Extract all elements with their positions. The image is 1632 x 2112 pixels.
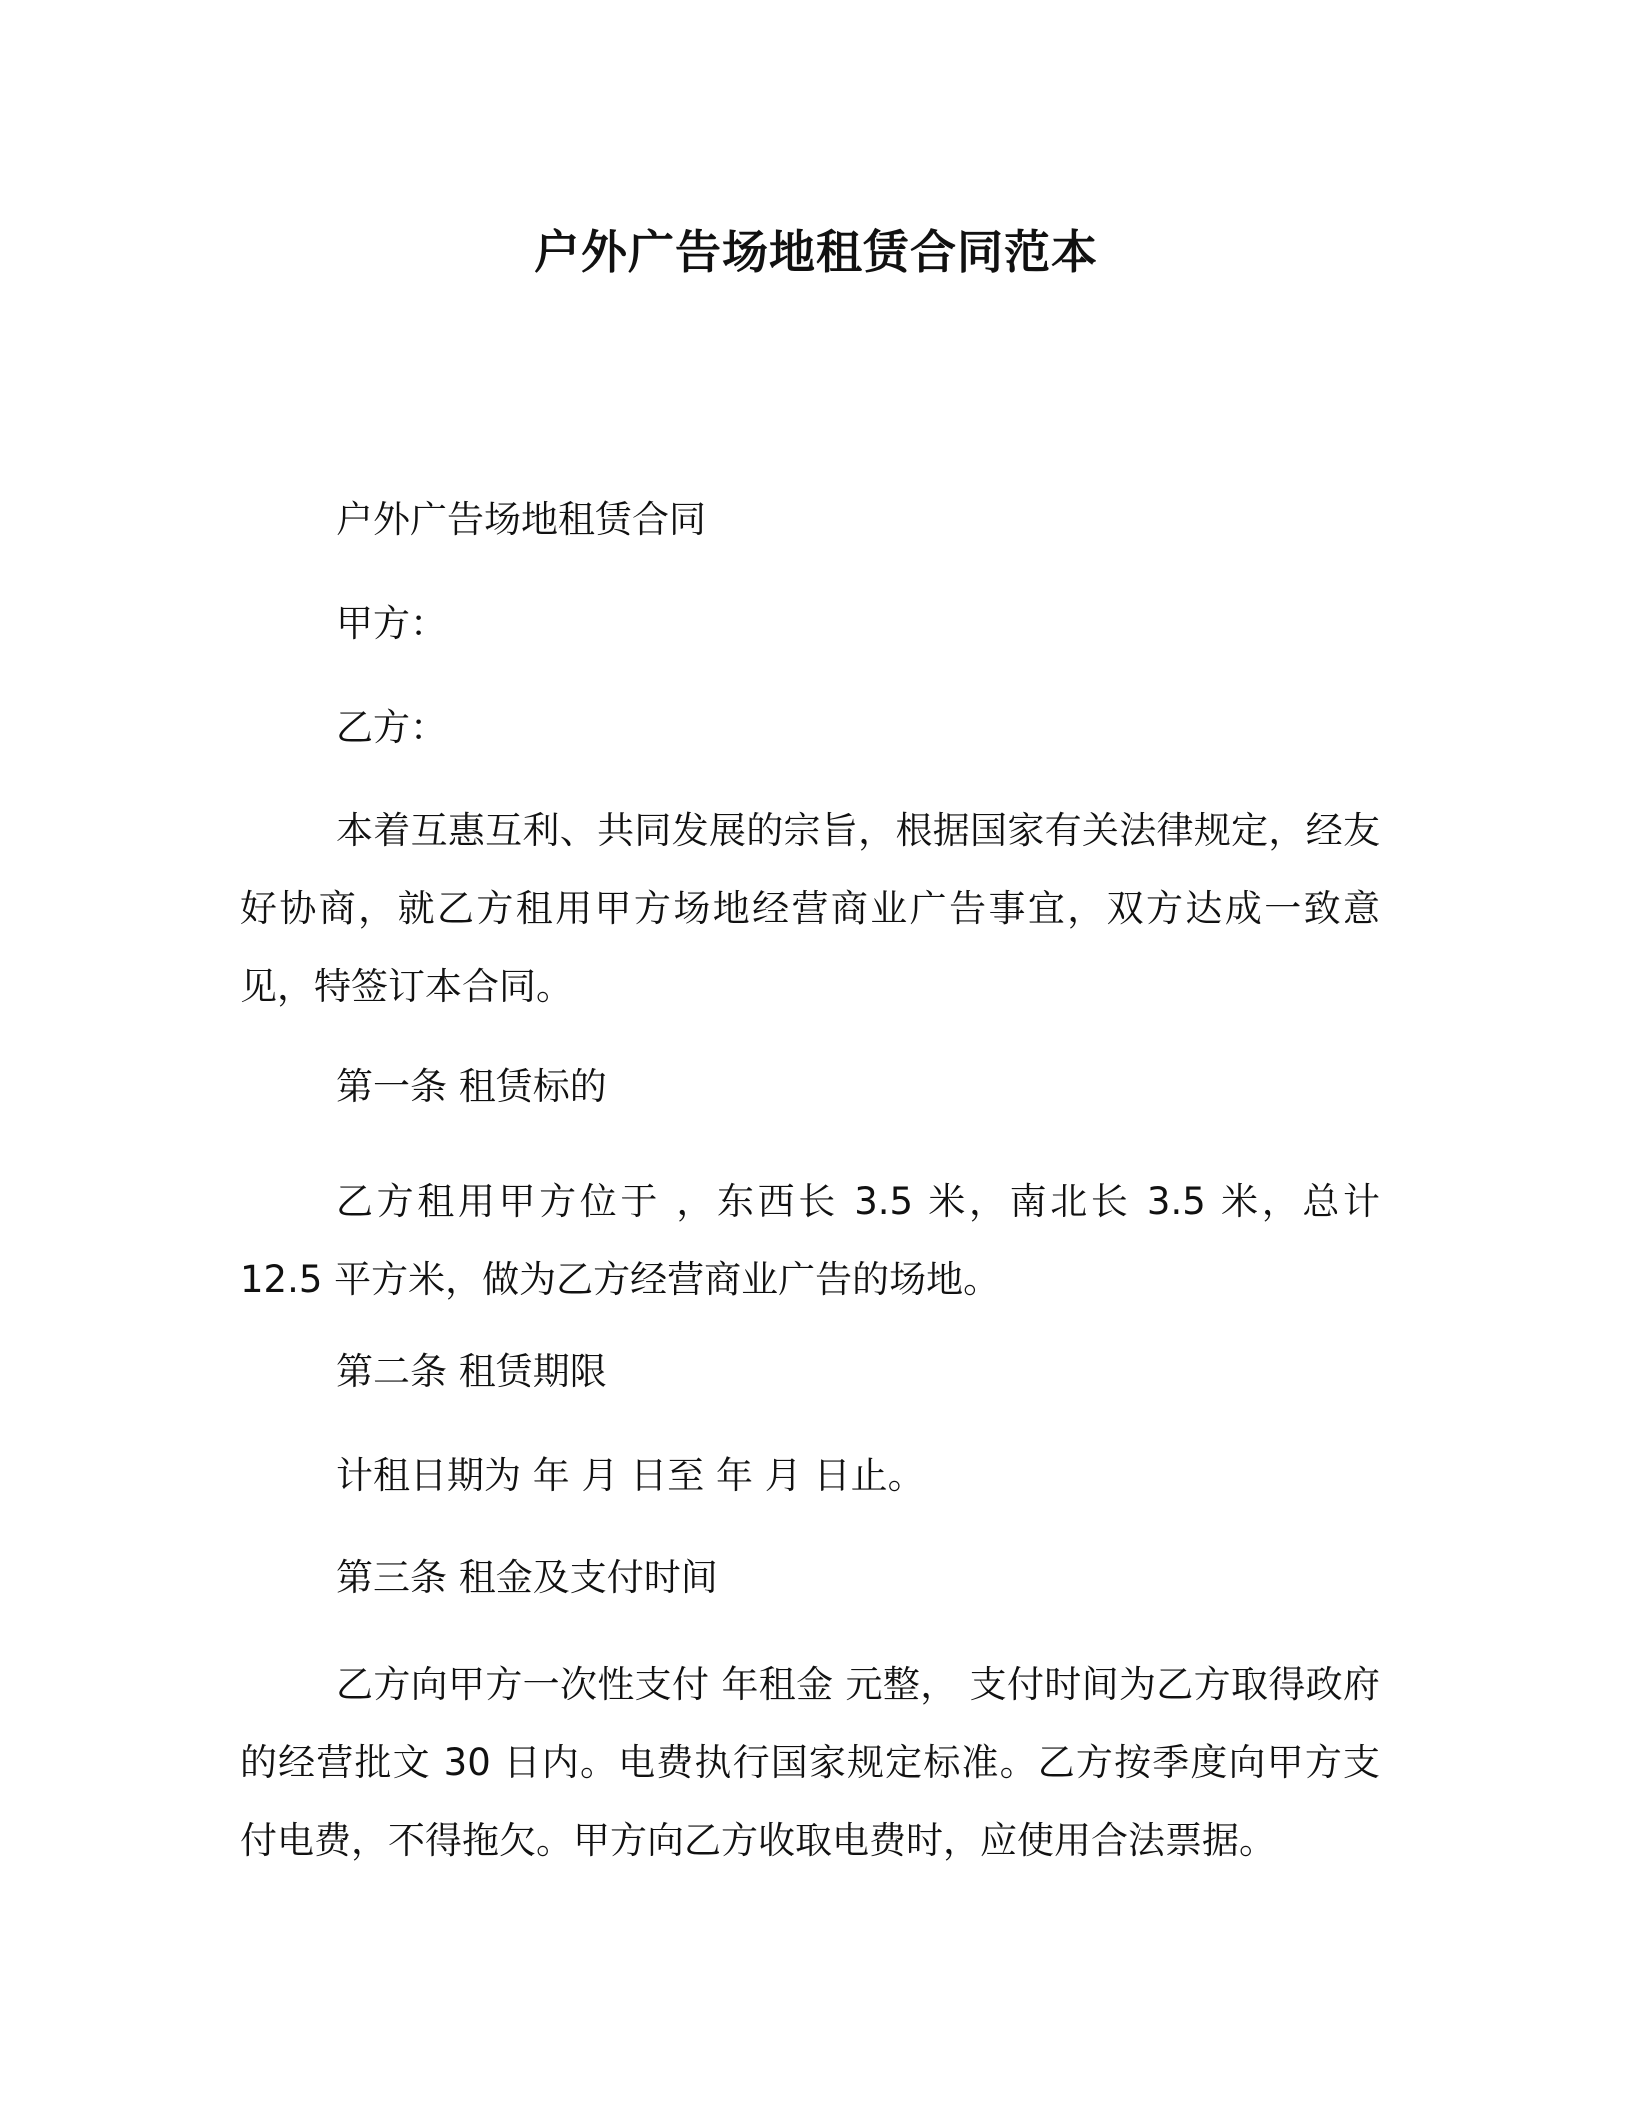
document-title: 户外广告场地租赁合同范本 <box>534 225 1098 279</box>
article-3-body: 乙方向甲方一次性支付 年租金 元整， 支付时间为乙方取得政府的经营批文 30 日内。电费执行国家规定标准。乙方按季度向甲方支付电费，不得拖欠。甲方向乙方收取电费时，应使用合法票据。 <box>240 1663 1380 1862</box>
article-1-heading: 第一条 租赁标的 <box>336 1065 607 1108</box>
party-b-label: 乙方： <box>336 706 447 749</box>
article-1-body: 乙方租用甲方位于 ，东西长 3.5 米，南北长 3.5 米，总计 12.5 平方米，做为乙方经营商业广告的场地。 <box>240 1180 1380 1301</box>
article-3-heading: 第三条 租金及支付时间 <box>336 1556 718 1599</box>
preamble-paragraph: 本着互惠互利、共同发展的宗旨，根据国家有关法律规定，经友好协商，就乙方租用甲方场地经营商业广告事宜，双方达成一致意见，特签订本合同。 <box>240 809 1380 1008</box>
article-2-heading: 第二条 租赁期限 <box>336 1350 607 1393</box>
article-2-body: 计租日期为 年 月 日至 年 月 日止。 <box>336 1454 925 1497</box>
party-a-label: 甲方： <box>336 602 447 645</box>
contract-subtitle: 户外广告场地租赁合同 <box>336 498 706 541</box>
